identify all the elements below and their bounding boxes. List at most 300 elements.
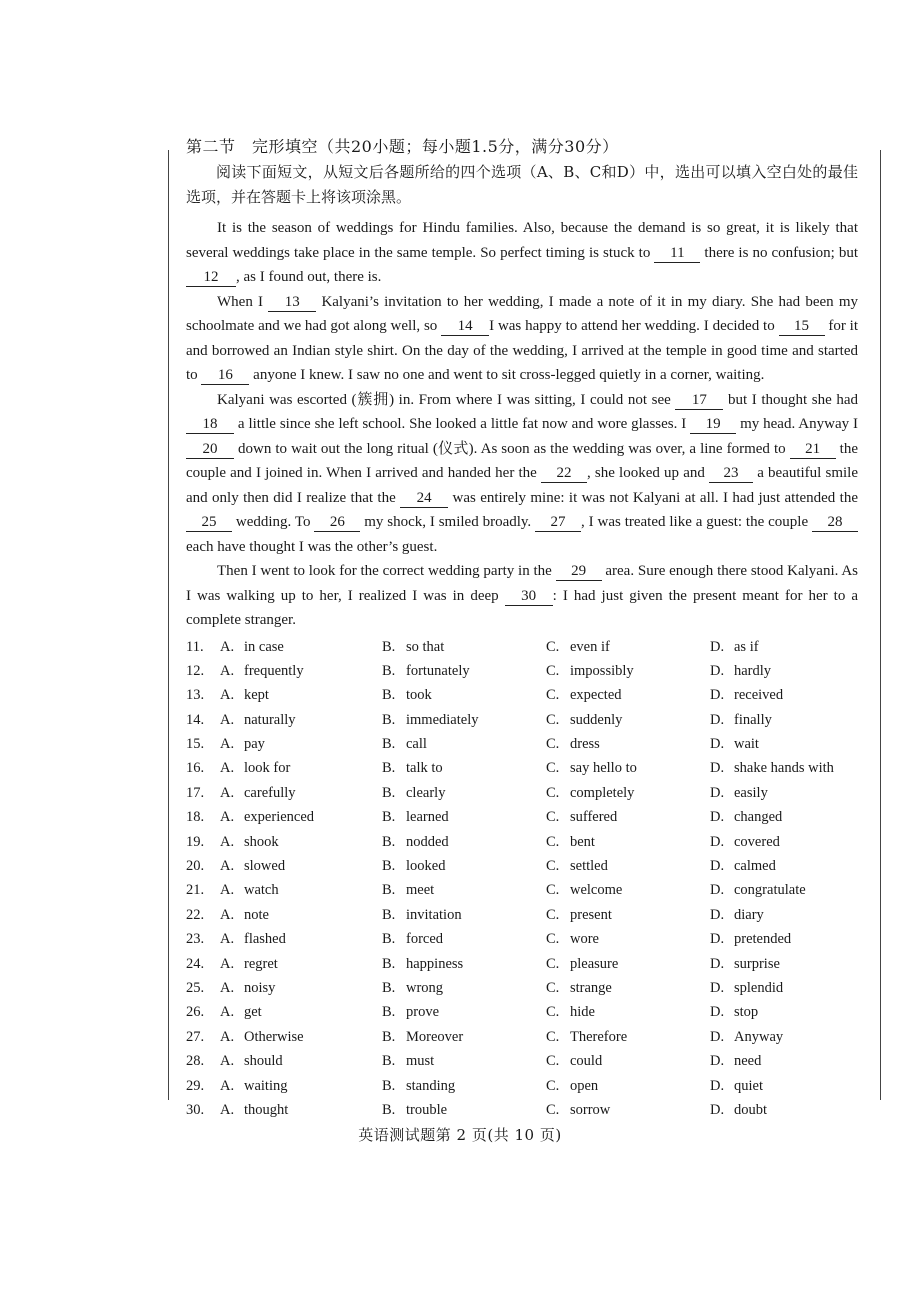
option-text: get xyxy=(244,1004,262,1021)
option-letter: A. xyxy=(220,979,235,996)
question-number: 23. xyxy=(186,931,205,948)
passage-text: wedding. To xyxy=(232,514,315,530)
question-number: 26. xyxy=(186,1004,205,1021)
passage-text: my shock, I smiled broadly. xyxy=(360,514,536,530)
option-d xyxy=(710,952,780,976)
blank-21: 21 xyxy=(790,441,836,459)
option-d xyxy=(710,1098,767,1122)
option-letter: B. xyxy=(382,833,396,850)
passage-text: Then I went to look for the correct wedding party in the xyxy=(217,563,556,579)
option-text: wore xyxy=(570,931,599,948)
option-row xyxy=(186,952,858,976)
option-c xyxy=(546,903,710,927)
option-c xyxy=(546,878,710,902)
option-c xyxy=(546,708,710,732)
option-text: finally xyxy=(734,711,772,728)
question-number: 16. xyxy=(186,760,205,777)
option-text: kept xyxy=(244,687,269,704)
option-c xyxy=(546,1025,710,1049)
option-c xyxy=(546,683,710,707)
option-letter: B. xyxy=(382,662,396,679)
option-b xyxy=(382,878,546,902)
option-text: fortunately xyxy=(406,662,470,679)
option-text: shook xyxy=(244,833,279,850)
passage-text: each have thought I was the other’s guest. xyxy=(186,538,438,555)
option-c xyxy=(546,1000,710,1024)
question-number: 19. xyxy=(186,833,205,850)
page-footer: 英语测试题第 2 页(共 10 页) xyxy=(358,1126,562,1144)
option-letter: C. xyxy=(546,882,560,899)
option-letter: D. xyxy=(710,809,725,826)
option-a xyxy=(220,976,382,1000)
option-text: Otherwise xyxy=(244,1028,304,1045)
option-d xyxy=(710,659,771,683)
option-text: looked xyxy=(406,858,446,875)
option-text: Anyway xyxy=(734,1028,784,1045)
option-c xyxy=(546,756,710,780)
question-number: 29. xyxy=(186,1077,205,1094)
option-a xyxy=(220,781,382,805)
option-letter: D. xyxy=(710,1053,725,1070)
option-letter: B. xyxy=(382,906,396,923)
option-letter: B. xyxy=(382,1004,396,1021)
passage-text: It is the season of weddings for Hindu families. Also, because the demand is so great, it is likely that several weddings take place in the same temple. So perfect timing is stuck to xyxy=(186,220,858,261)
option-text: invitation xyxy=(406,906,462,923)
blank-22: 22 xyxy=(541,465,587,483)
option-text: learned xyxy=(406,809,449,826)
option-c xyxy=(546,732,710,756)
option-letter: D. xyxy=(710,736,725,753)
option-text: flashed xyxy=(244,931,286,948)
option-text: naturally xyxy=(244,711,296,728)
option-d xyxy=(710,1074,763,1098)
option-text: slowed xyxy=(244,858,286,875)
question-number: 24. xyxy=(186,955,205,972)
option-text: doubt xyxy=(734,1101,768,1118)
option-text: sorrow xyxy=(570,1101,611,1118)
blank-25: 25 xyxy=(186,514,232,532)
option-letter: C. xyxy=(546,1028,560,1045)
option-text: open xyxy=(570,1077,599,1094)
option-c xyxy=(546,927,710,951)
option-d xyxy=(710,635,759,659)
option-text: hide xyxy=(570,1004,595,1021)
blank-20: 20 xyxy=(186,441,234,459)
option-letter: D. xyxy=(710,979,725,996)
option-a xyxy=(220,830,382,854)
option-a xyxy=(220,903,382,927)
passage-text: , as I found out, there is. xyxy=(236,269,382,285)
option-text: wait xyxy=(734,736,759,753)
option-text: bent xyxy=(570,833,595,850)
option-c xyxy=(546,1049,710,1073)
option-letter: A. xyxy=(220,833,235,850)
option-d xyxy=(710,1025,783,1049)
passage-text: anyone I knew. I saw no one and went to sit cross-legged quietly in a corner, waiting. xyxy=(249,367,765,383)
option-row xyxy=(186,878,858,902)
option-text: suddenly xyxy=(570,711,623,728)
blank-24: 24 xyxy=(400,490,448,508)
option-letter: D. xyxy=(710,955,725,972)
option-text: Therefore xyxy=(570,1028,628,1045)
option-row xyxy=(186,830,858,854)
option-letter: B. xyxy=(382,687,396,704)
option-letter: A. xyxy=(220,662,235,679)
option-letter: D. xyxy=(710,711,725,728)
option-a xyxy=(220,708,382,732)
question-number: 30. xyxy=(186,1101,205,1118)
option-d xyxy=(710,903,764,927)
option-text: wrong xyxy=(406,979,444,996)
option-text: say hello to xyxy=(570,760,637,777)
option-letter: B. xyxy=(382,638,396,655)
option-text: impossibly xyxy=(570,662,634,679)
option-row xyxy=(186,708,858,732)
option-letter: C. xyxy=(546,736,560,753)
option-letter: D. xyxy=(710,882,725,899)
option-letter: C. xyxy=(546,784,560,801)
option-text: Moreover xyxy=(406,1028,464,1045)
exam-page xyxy=(186,134,858,1122)
option-c xyxy=(546,1098,710,1122)
question-number: 18. xyxy=(186,809,205,826)
option-letter: C. xyxy=(546,687,560,704)
option-text: covered xyxy=(734,833,780,850)
option-letter: B. xyxy=(382,955,396,972)
option-letter: C. xyxy=(546,1077,560,1094)
option-d xyxy=(710,683,783,707)
option-b xyxy=(382,781,546,805)
option-text: carefully xyxy=(244,784,296,801)
right-margin-rule xyxy=(880,150,881,1100)
option-text: immediately xyxy=(406,711,479,728)
passage-text: area. Sure enough there stood Kalyani. As I was walking up to her, I realized I was in deep xyxy=(186,563,858,604)
option-text: should xyxy=(244,1053,283,1070)
option-d xyxy=(710,732,759,756)
option-b xyxy=(382,830,546,854)
option-text: settled xyxy=(570,858,608,875)
option-letter: C. xyxy=(546,711,560,728)
cloze-passage xyxy=(186,216,858,633)
question-number: 13. xyxy=(186,687,205,704)
option-d xyxy=(710,805,782,829)
option-letter: B. xyxy=(382,809,396,826)
option-letter: D. xyxy=(710,760,725,777)
option-c xyxy=(546,830,710,854)
option-letter: C. xyxy=(546,833,560,850)
passage-text: Kalyani’s invitation to her wedding, I made a note of it in my diary. She had been my schoolmate and we had got along well, so xyxy=(186,293,859,334)
passage-text: was entirely mine: it was not Kalyani at all. I had just attended the xyxy=(448,489,859,506)
option-a xyxy=(220,878,382,902)
option-text: standing xyxy=(406,1077,456,1094)
option-a xyxy=(220,635,382,659)
option-text: quiet xyxy=(734,1077,763,1094)
option-row xyxy=(186,1049,858,1073)
option-row xyxy=(186,903,858,927)
blank-27: 27 xyxy=(535,514,581,532)
option-a xyxy=(220,756,382,780)
option-d xyxy=(710,927,791,951)
option-text: shake hands with xyxy=(734,760,834,777)
option-letter: B. xyxy=(382,711,396,728)
question-number: 28. xyxy=(186,1053,205,1070)
question-number: 22. xyxy=(186,906,205,923)
option-text: need xyxy=(734,1053,762,1070)
option-text: surprise xyxy=(734,955,780,972)
option-letter: B. xyxy=(382,858,396,875)
option-text: must xyxy=(406,1053,435,1070)
option-d xyxy=(710,781,768,805)
option-letter: A. xyxy=(220,687,235,704)
option-text: completely xyxy=(570,784,635,801)
option-text: noisy xyxy=(244,979,276,996)
blank-19: 19 xyxy=(690,416,736,434)
option-letter: A. xyxy=(220,1004,235,1021)
option-letter: A. xyxy=(220,1077,235,1094)
option-letter: B. xyxy=(382,882,396,899)
option-text: prove xyxy=(406,1004,440,1021)
option-row xyxy=(186,1025,858,1049)
blank-12: 12 xyxy=(186,269,236,287)
option-row xyxy=(186,1098,858,1122)
option-b xyxy=(382,756,546,780)
option-text: note xyxy=(244,906,269,923)
option-b xyxy=(382,708,546,732)
question-number: 21. xyxy=(186,882,205,899)
option-text: strange xyxy=(570,979,612,996)
option-row xyxy=(186,1000,858,1024)
question-number: 12. xyxy=(186,662,205,679)
option-text: easily xyxy=(734,784,768,801)
option-row xyxy=(186,659,858,683)
option-letter: D. xyxy=(710,784,725,801)
option-letter: C. xyxy=(546,638,560,655)
option-text: pay xyxy=(244,736,265,753)
option-c xyxy=(546,854,710,878)
option-text: hardly xyxy=(734,662,772,679)
option-b xyxy=(382,903,546,927)
option-d xyxy=(710,830,780,854)
option-b xyxy=(382,683,546,707)
question-number: 20. xyxy=(186,858,205,875)
option-letter: C. xyxy=(546,1101,560,1118)
option-text: received xyxy=(734,687,784,704)
passage-text: : I had just given the present meant for her to a complete stranger. xyxy=(186,587,859,628)
option-text: forced xyxy=(406,931,444,948)
option-row xyxy=(186,1074,858,1098)
option-letter: A. xyxy=(220,882,235,899)
option-text: changed xyxy=(734,809,783,826)
option-a xyxy=(220,1098,382,1122)
blank-11: 11 xyxy=(654,245,700,263)
option-letter: B. xyxy=(382,736,396,753)
option-letter: A. xyxy=(220,809,235,826)
option-text: as if xyxy=(734,638,759,655)
option-text: suffered xyxy=(570,809,618,826)
option-text: watch xyxy=(244,882,279,899)
option-c xyxy=(546,781,710,805)
section-instructions: 阅读下面短文，从短文后各题所给的四个选项（A、B、C和D）中，选出可以填入空白处的最佳选项，并在答题卡上将该项涂黑。 xyxy=(186,163,858,206)
option-a xyxy=(220,659,382,683)
passage-text: a beautiful smile and only then did I realize that the xyxy=(186,465,859,506)
option-letter: A. xyxy=(220,858,235,875)
option-letter: C. xyxy=(546,858,560,875)
option-text: frequently xyxy=(244,662,304,679)
option-letter: C. xyxy=(546,979,560,996)
blank-29: 29 xyxy=(556,563,602,581)
option-text: look for xyxy=(244,760,291,777)
option-letter: A. xyxy=(220,906,235,923)
option-text: welcome xyxy=(570,882,623,899)
option-text: waiting xyxy=(244,1077,288,1094)
option-letter: D. xyxy=(710,638,725,655)
option-b xyxy=(382,635,546,659)
option-a xyxy=(220,854,382,878)
option-text: congratulate xyxy=(734,882,806,899)
option-letter: B. xyxy=(382,1028,396,1045)
blank-15: 15 xyxy=(779,318,825,336)
option-letter: C. xyxy=(546,931,560,948)
option-text: so that xyxy=(406,638,445,655)
option-row xyxy=(186,976,858,1000)
option-text: experienced xyxy=(244,809,315,826)
option-a xyxy=(220,683,382,707)
option-text: expected xyxy=(570,687,622,704)
passage-text: my head. Anyway I xyxy=(736,416,858,432)
option-row xyxy=(186,781,858,805)
option-letter: B. xyxy=(382,1101,396,1118)
option-a xyxy=(220,1025,382,1049)
option-letter: C. xyxy=(546,1053,560,1070)
option-letter: D. xyxy=(710,687,725,704)
option-letter: B. xyxy=(382,784,396,801)
option-c xyxy=(546,635,710,659)
option-text: diary xyxy=(734,906,764,923)
passage-text: I was happy to attend her wedding. I decided to xyxy=(489,318,779,334)
option-text: regret xyxy=(244,955,278,972)
option-letter: C. xyxy=(546,809,560,826)
option-c xyxy=(546,952,710,976)
option-letter: C. xyxy=(546,906,560,923)
option-text: happiness xyxy=(406,955,464,972)
option-letter: D. xyxy=(710,1077,725,1094)
option-letter: B. xyxy=(382,1053,396,1070)
option-b xyxy=(382,1074,546,1098)
option-text: trouble xyxy=(406,1101,448,1118)
passage-paragraph xyxy=(186,290,858,388)
option-text: even if xyxy=(570,638,610,655)
passage-text: down to wait out the long ritual (仪式). As soon as the wedding was over, a line formed to xyxy=(234,440,790,457)
passage-text: for it and borrowed an Indian style shirt. On the day of the wedding, I arrived at the temple in good time and started to xyxy=(186,318,859,383)
option-d xyxy=(710,1000,758,1024)
option-letter: A. xyxy=(220,931,235,948)
option-letter: D. xyxy=(710,906,725,923)
option-c xyxy=(546,976,710,1000)
option-b xyxy=(382,927,546,951)
option-a xyxy=(220,1049,382,1073)
section-heading: 第二节 完形填空（共20小题；每小题1.5分，满分30分） xyxy=(186,137,619,156)
option-letter: D. xyxy=(710,1028,725,1045)
question-number: 11. xyxy=(186,638,204,655)
passage-text: the couple and I joined in. When I arrived and handed her the xyxy=(186,440,858,481)
option-letter: A. xyxy=(220,760,235,777)
option-text: call xyxy=(406,736,427,753)
option-letter: C. xyxy=(546,955,560,972)
passage-text: , I was treated like a guest: the couple xyxy=(581,514,812,530)
option-b xyxy=(382,1000,546,1024)
option-letter: A. xyxy=(220,955,235,972)
option-letter: B. xyxy=(382,931,396,948)
option-row xyxy=(186,756,858,780)
option-letter: A. xyxy=(220,736,235,753)
passage-paragraph xyxy=(186,388,858,560)
option-a xyxy=(220,732,382,756)
option-text: calmed xyxy=(734,858,776,875)
passage-text: , she looked up and xyxy=(586,465,710,481)
option-a xyxy=(220,927,382,951)
option-row xyxy=(186,805,858,829)
option-row xyxy=(186,927,858,951)
blank-23: 23 xyxy=(709,465,753,483)
option-a xyxy=(220,1000,382,1024)
option-letter: A. xyxy=(220,1028,235,1045)
option-b xyxy=(382,732,546,756)
option-row xyxy=(186,732,858,756)
option-a xyxy=(220,805,382,829)
option-c xyxy=(546,659,710,683)
question-number: 27. xyxy=(186,1028,205,1045)
option-c xyxy=(546,805,710,829)
question-number: 15. xyxy=(186,736,205,753)
option-text: pretended xyxy=(734,931,792,948)
passage-paragraph xyxy=(186,559,858,633)
option-text: thought xyxy=(244,1101,289,1118)
option-d xyxy=(710,756,834,780)
option-b xyxy=(382,1098,546,1122)
option-text: clearly xyxy=(406,784,446,801)
option-row xyxy=(186,635,858,659)
option-letter: A. xyxy=(220,784,235,801)
passage-paragraph xyxy=(186,216,858,290)
option-letter: D. xyxy=(710,858,725,875)
option-letter: B. xyxy=(382,1077,396,1094)
option-text: meet xyxy=(406,882,435,899)
answer-options-list xyxy=(186,635,858,1123)
option-b xyxy=(382,1025,546,1049)
blank-18: 18 xyxy=(186,416,234,434)
passage-text: When I xyxy=(217,293,269,310)
option-b xyxy=(382,1049,546,1073)
passage-text: a little since she left school. She looked a little fat now and wore glasses. I xyxy=(234,416,691,432)
blank-16: 16 xyxy=(201,367,249,385)
option-b xyxy=(382,976,546,1000)
option-text: dress xyxy=(570,736,600,753)
blank-14: 14 xyxy=(441,318,489,336)
option-letter: D. xyxy=(710,662,725,679)
option-text: stop xyxy=(734,1004,759,1021)
blank-13: 13 xyxy=(268,294,316,312)
option-b xyxy=(382,659,546,683)
option-text: could xyxy=(570,1053,603,1070)
blank-28: 28 xyxy=(812,514,858,532)
option-text: talk to xyxy=(406,760,443,777)
option-b xyxy=(382,952,546,976)
passage-text: there is no confusion; but xyxy=(700,244,858,261)
passage-text: Kalyani was escorted (簇拥) in. From where I was sitting, I could not see xyxy=(217,391,676,408)
option-b xyxy=(382,854,546,878)
option-letter: A. xyxy=(220,1053,235,1070)
option-row xyxy=(186,683,858,707)
